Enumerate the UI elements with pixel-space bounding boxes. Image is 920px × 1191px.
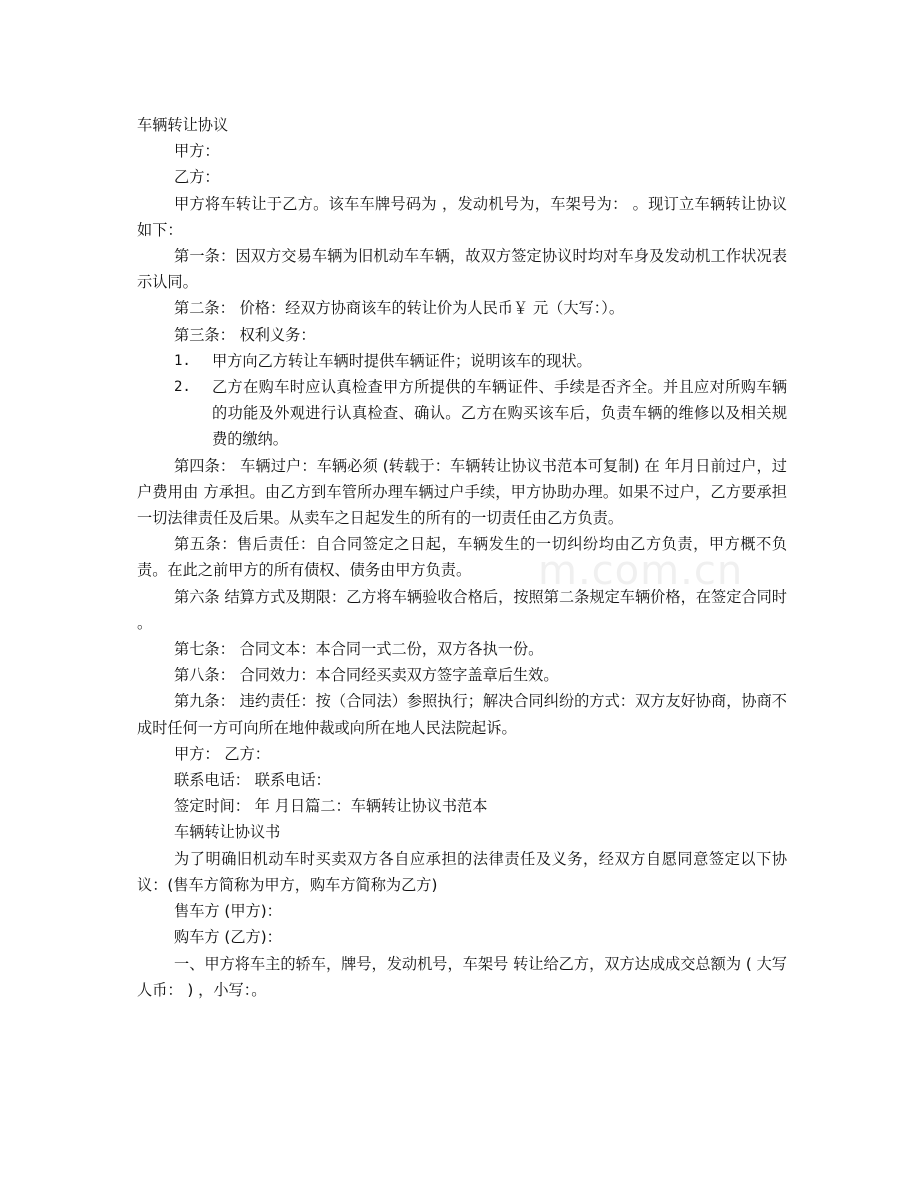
seller-line: 售车方 (甲方)： [174, 902, 282, 921]
article-8: 第八条： 合同效力：本合同经买卖双方签字盖章后生效。 [174, 666, 559, 685]
party-a-line: 甲方： [174, 142, 220, 161]
list-item [137, 348, 787, 374]
article-3: 第三条： 权利义务： [174, 325, 316, 344]
signature-phones: 联系电话： 联系电话： [174, 771, 331, 790]
second-document-title: 车辆转让协议书 [174, 823, 281, 842]
clause-1: 一、甲方将车主的轿车，牌号，发动机号，车架号 转让给乙方，双方达成成交总额为 ( 大写人币： ) ，小写：。 [137, 954, 787, 999]
signature-date: 签定时间： 年 月日篇二：车辆转让协议书范本 [174, 797, 488, 816]
article-2: 第二条： 价格：经双方协商该车的转让价为人民币￥ 元（大写：）。 [174, 299, 625, 318]
second-intro-paragraph: 为了明确旧机动车时买卖双方各自应承担的法律责任及义务，经双方自愿同意签定以下协议：(售车方简称为甲方，购车方简称为乙方) [137, 849, 787, 894]
watermark: m.com.cn [538, 548, 744, 594]
list-item-text: 甲方向乙方转让车辆时提供车辆证件；说明该车的现状。 [212, 351, 592, 370]
list-item-text: 乙方在购车时应认真检查甲方所提供的车辆证件、手续是否齐全。并且应对所购车辆的功能及外观进行认真检查、确认。乙方在购买该车后，负责车辆的维修以及相关规费的缴纳。 [212, 378, 787, 449]
article-6: 第六条 结算方式及期限：乙方将车辆验收合格后，按照第二条规定车辆价格，在签定合同时 。 [137, 587, 787, 632]
article-1: 第一条：因双方交易车辆为旧机动车车辆，故双方签定协议时均对车身及发动机工作状况表示认同。 [137, 247, 787, 292]
document-title: 车辆转让协议 [137, 116, 229, 134]
list-item-number: 2. [174, 379, 191, 396]
article-7: 第七条： 合同文本：本合同一式二份，双方各执一份。 [174, 640, 544, 659]
signature-parties: 甲方： 乙方： [174, 744, 270, 763]
article-5: 第五条：售后责任：自合同签定之日起，车辆发生的一切纠纷均由乙方负责，甲方概不负责。在此之前甲方的所有债权、债务由甲方负责。 [137, 535, 787, 580]
intro-paragraph: 甲方将车转让于乙方。该车车牌号码为 ，发动机号为，车架号为： 。现订立车辆转让协议如下： [137, 194, 787, 239]
party-b-line: 乙方： [174, 168, 220, 187]
list-item-number: 1. [174, 352, 191, 369]
document-body [137, 112, 787, 1003]
article-4: 第四条： 车辆过户：车辆必须 (转载于：车辆转让协议书范本可复制) 在 年月日前过户，过户费用由 方承担。由乙方到车管所办理车辆过户手续，甲方协助办理。如果不过户，乙方要承担一切法律责任及后果。从卖车之日起发生的所有的一切责任由乙方负责。 [137, 456, 787, 528]
buyer-line: 购车方 (乙方)： [174, 928, 282, 947]
list-item [137, 374, 787, 453]
article-9: 第九条： 违约责任：按（合同法）参照执行；解决合同纠纷的方式：双方友好协商，协商不成时任何一方可向所在地仲裁或向所在地人民法院起诉。 [137, 692, 787, 737]
